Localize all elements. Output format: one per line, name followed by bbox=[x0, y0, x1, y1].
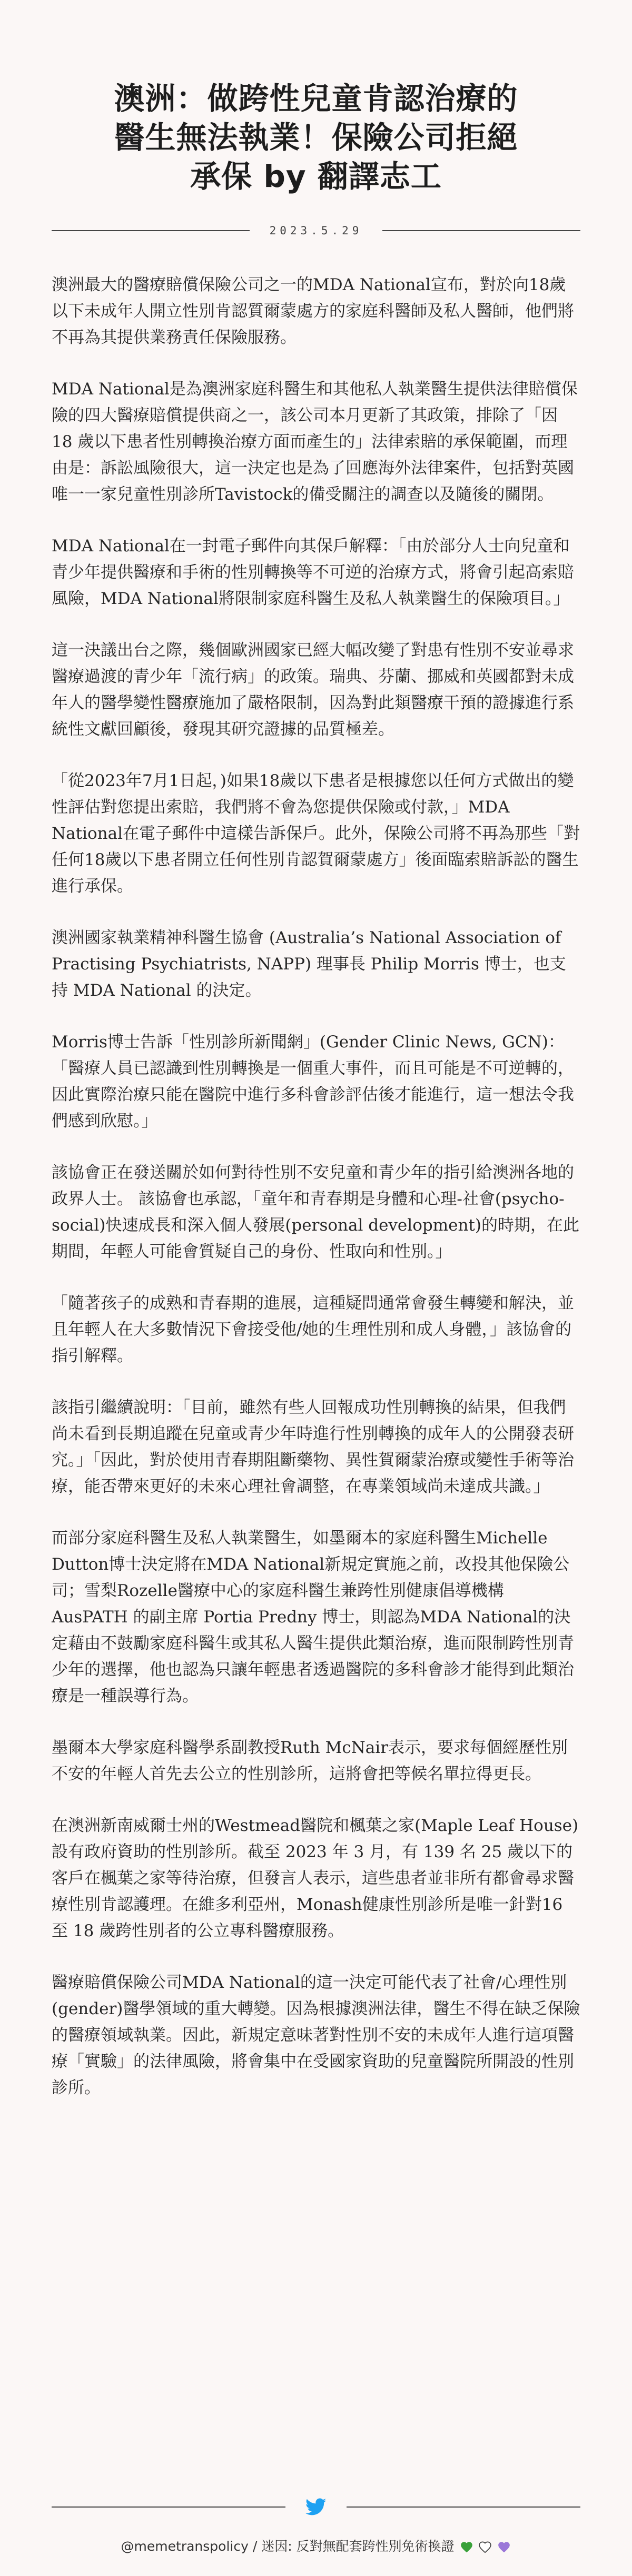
paragraph: 墨爾本大學家庭科醫學系副教授Ruth McNair表示，要求每個經歷性別不安的年輕人首先去公立的性別診所，這將會把等候名單拉得更長。 bbox=[52, 1738, 568, 1784]
paragraph: 醫療賠償保險公司MDA National的這一決定可能代表了社會/心理性別(gender)醫學領域的重大轉變。因為根據澳洲法律，醫生不得在缺乏保險的醫療領域執業。因此，新規定意味著對性別不安的未成年人進行這項醫療「實驗」的法律風險，將會集中在受國家資助的兒童醫院所開設的性別診所。 bbox=[52, 1973, 580, 2097]
title-line-1: 澳洲：做跨性兒童肯認治療的 bbox=[114, 81, 518, 116]
paragraph: MDA National是為澳洲家庭科醫生和其他私人執業醫生提供法律賠償保險的四大醫療賠償提供商之一，該公司本月更新了其政策，排除了「因 18 歲以下患者性別轉換治療方面而產生的」法律索賠的承保範圍，而理由是：訴訟風險很大，這一決定也是為了回應海外法律案件，包括對英國唯一一家兒童性別診所Tavistock的備受關注的調查以及隨後的關閉。 bbox=[52, 380, 578, 504]
paragraph: 該協會正在發送關於如何對待性別不安兒童和青少年的指引給澳洲各地的政界人士。 該協會也承認，「童年和青春期是身體和心理-社會(psycho-social)快速成長和深入個人發展(personal development)的時期，在此期間，年輕人可能會質疑自己的身份、性取向和性別。」 bbox=[52, 1163, 579, 1261]
publish-date: 2023.5.29 bbox=[269, 224, 363, 237]
paragraph: Morris博士告訴「性別診所新聞網」(Gender Clinic News, GCN)：「醫療人員已認識到性別轉換是一個重大事件，而且可能是不可逆轉的，因此實際治療只能在醫院中進行多科會診評估後才能進行，這一想法令我們感到欣慰。」 bbox=[52, 1033, 574, 1131]
article-body bbox=[52, 272, 580, 2101]
paragraph: 澳洲國家執業精神科醫生協會 (Australia’s National Association of Practising Psychiatrists, NAPP) 理事長 Philip Morris 博士，也支持 MDA National 的決定。 bbox=[52, 928, 566, 1000]
purple-heart-icon bbox=[497, 2540, 511, 2553]
green-heart-icon bbox=[460, 2540, 473, 2553]
paragraph: 「從2023年7月1日起，)如果18歲以下患者是根據您以任何方式做出的變性評估對您提出索賠，我們將不會為您提供保險或付款，」MDA National在電子郵件中這樣告訴保戶。此外，保險公司將不再為那些「對任何18歲以下患者開立任何性別肯認賀爾蒙處方」後面臨索賠訴訟的醫生進行承保。 bbox=[52, 771, 580, 896]
title-line-2: 醫生無法執業！保險公司拒絕 bbox=[114, 120, 518, 155]
divider-left bbox=[52, 230, 250, 231]
footer-divider-left bbox=[52, 2506, 285, 2508]
footer-divider-row bbox=[52, 2498, 580, 2516]
date-row bbox=[52, 224, 580, 237]
paragraph: 而部分家庭科醫生及私人執業醫生，如墨爾本的家庭科醫生Michelle Dutton博士決定將在MDA National新規定實施之前，改投其他保險公司；雪梨Rozelle醫療中心的家庭科醫生兼跨性別健康倡導機構 AusPATH 的副主席 Portia Predny 博士，則認為MDA National的決定藉由不鼓勵家庭科醫生或其私人醫生提供此類治療，進而限制跨性別青少年的選擇，他也認為只讓年輕患者透過醫院的多科會診才能得到此類治療是一種誤導行為。 bbox=[52, 1529, 574, 1706]
credit-row bbox=[52, 2536, 580, 2555]
paragraph: 澳洲最大的醫療賠償保險公司之一的MDA National宣布，對於向18歲以下未成年人開立性別肯認質爾蒙處方的家庭科醫師及私人醫師，他們將不再為其提供業務責任保險服務。 bbox=[52, 275, 574, 347]
paragraph: 這一決議出台之際，幾個歐洲國家已經大幅改變了對患有性別不安並尋求醫療過渡的青少年「流行病」的政策。瑞典、芬蘭、挪威和英國都對未成年人的醫學變性醫療施加了嚴格限制，因為對此類醫療干預的證據進行系統性文獻回顧後，發現其研究證據的品質極差。 bbox=[52, 641, 574, 739]
page-title bbox=[52, 0, 580, 196]
footer-divider-right bbox=[347, 2506, 580, 2508]
paragraph: MDA National在一封電子郵件向其保戶解釋：「由於部分人士向兒童和青少年提供醫療和手術的性別轉換等不可逆的治療方式，將會引起高索賠風險，MDA National將限制家庭科醫生及私人執業醫生的保險項目。」 bbox=[52, 537, 574, 608]
title-line-3: 承保 by 翻譯志工 bbox=[190, 158, 442, 194]
divider-right bbox=[382, 230, 580, 231]
white-heart-icon bbox=[478, 2540, 492, 2553]
paragraph: 「隨著孩子的成熟和青春期的進展，這種疑問通常會發生轉變和解決，並且年輕人在大多數情況下會接受他/她的生理性別和成人身體，」該協會的指引解釋。 bbox=[52, 1294, 574, 1365]
paragraph: 在澳洲新南威爾士州的Westmead醫院和楓葉之家(Maple Leaf House)設有政府資助的性別診所。截至 2023 年 3 月，有 139 名 25 歲以下的客戶在楓葉之家等待治療，但發言人表示，這些患者並非所有都會尋求醫療性別肯認護理。在維多利亞州，Monash健康性別診所是唯一針對16 至 18 歲跨性別者的公立專科醫療服務。 bbox=[52, 1816, 579, 1940]
paragraph: 該指引繼續說明：「目前，雖然有些人回報成功性別轉換的結果，但我們尚未看到長期追蹤在兒童或青少年時進行性別轉換的成年人的公開發表研究。」「因此，對於使用青春期阻斷藥物、異性賀爾蒙治療或變性手術等治療，能否帶來更好的未來心理社會調整，在專業領域尚未達成共識。」 bbox=[52, 1398, 574, 1496]
footer bbox=[52, 2498, 580, 2555]
twitter-bird-icon[interactable] bbox=[305, 2498, 327, 2516]
credit-text: @memetranspolicy / 迷因: 反對無配套跨性別免術換證 bbox=[121, 2539, 455, 2554]
